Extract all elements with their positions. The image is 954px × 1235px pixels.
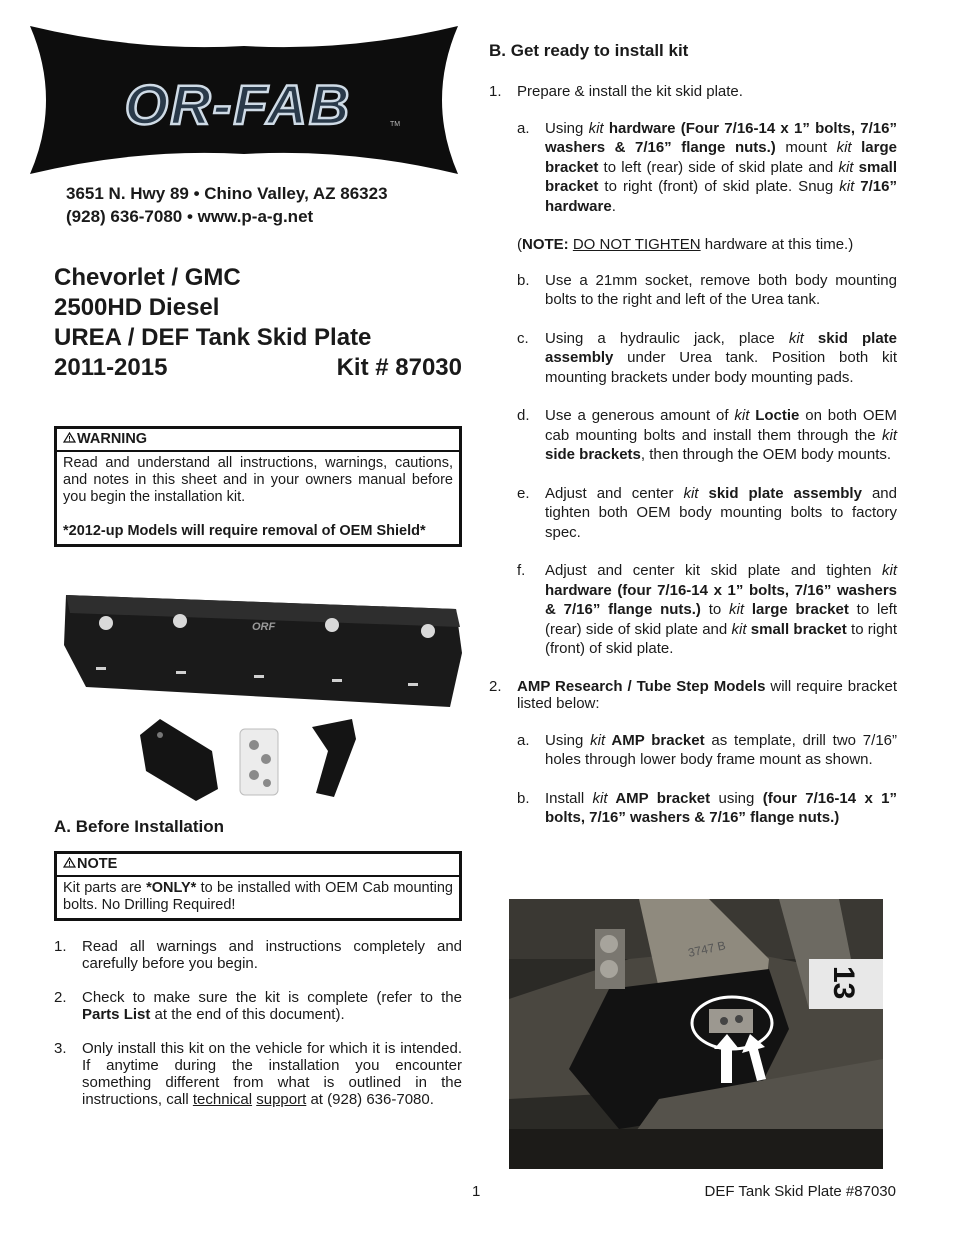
skid-plate-product-image xyxy=(56,583,466,813)
step-1a: a. Using kit hardware (Four 7/16-14 x 1” bolts, 7/16” washers & 7/16” flange nuts.) mount kit large bracket to left (rear) side of skid plate and kit small bracket to right (front) of skid plate. Snug kit 7/16” hardware. xyxy=(517,119,897,215)
parts-list-reference: Parts List xyxy=(82,1006,151,1023)
title-years: 2011-2015 xyxy=(54,354,168,381)
step-1e: e. Adjust and center kit skid plate assembly and tighten both OEM body mounting bolts to factory spec. xyxy=(517,484,897,541)
before-installation-list xyxy=(54,938,462,1125)
company-address xyxy=(66,182,388,228)
warning-heading: WARNING xyxy=(57,429,459,452)
warning-emphasis: *2012-up Models will require removal of OEM Shield* xyxy=(63,523,426,539)
title-line-1: Chevorlet / GMC xyxy=(54,264,241,291)
kit-number: Kit # 87030 xyxy=(336,354,462,381)
page-number: 1 xyxy=(472,1183,481,1200)
svg-text:ORF: ORF xyxy=(252,621,276,633)
step-1f: f. Adjust and center kit skid plate and tighten kit hardware (four 7/16-14 x 1” bolts, 7/16” washers & 7/16” flange nuts.) to kit large bracket to left (rear) side of skid plate and kit small bracket to right (front) of skid plate. xyxy=(517,562,897,657)
title-line-2: 2500HD Diesel xyxy=(54,294,220,321)
footer-doc-title: DEF Tank Skid Plate #87030 xyxy=(704,1183,896,1200)
svg-text:OR-FAB: OR-FAB xyxy=(124,73,352,136)
document-title xyxy=(54,263,462,383)
step-2b: b. Install kit AMP bracket using (four 7/16-14 x 1” bolts, 7/16” washers & 7/16” flange nuts.) xyxy=(517,789,897,826)
svg-text:3747 B: 3747 B xyxy=(686,938,727,960)
technical-link[interactable]: technical xyxy=(192,1091,253,1108)
title-line-3: UREA / DEF Tank Skid Plate xyxy=(54,324,372,351)
section-a-heading: A. Before Installation xyxy=(54,817,225,836)
step-2a: a. Using kit AMP bracket as template, drill two 7/16” holes through lower body frame mount as shown. xyxy=(517,731,897,768)
step-1-note: (NOTE: DO NOT TIGHTEN hardware at this time.) xyxy=(517,236,854,253)
note-box xyxy=(54,851,462,921)
list-item: 1. Read all warnings and instructions completely and carefully before you begin. xyxy=(54,938,462,972)
step-1: 1. Prepare & install the kit skid plate. xyxy=(489,83,743,100)
svg-text:TM: TM xyxy=(390,121,401,128)
install-steps xyxy=(489,82,897,828)
warning-triangle-icon xyxy=(63,431,76,448)
address-line-2: (928) 636-7080 • www.p-a-g.net xyxy=(66,207,314,226)
list-item: 3. Only install this kit on the vehicle for which it is intended. If anytime during the installation you encounter something different from what is outlined in the instructions, call technical support at (928) 636-7080. xyxy=(54,1040,462,1108)
note-heading: NOTE xyxy=(57,854,459,877)
warning-box xyxy=(54,426,462,547)
step-1c: c. Using a hydraulic jack, place kit skid plate assembly under Urea tank. Position both kit mounting brackets under body mounting pads. xyxy=(517,329,898,386)
list-item: 2. Check to make sure the kit is complete (refer to the Parts List at the end of this document). xyxy=(54,989,462,1023)
or-fab-logo xyxy=(28,24,460,176)
warning-body: Read and understand all instructions, warnings, cautions, and notes in this sheet and in your owners manual before you begin the installation kit. xyxy=(63,455,453,505)
svg-text:13: 13 xyxy=(827,966,860,1000)
step-1b: b. Use a 21mm socket, remove both body mounting bolts to the right and left of the Urea tank. xyxy=(517,271,897,308)
address-line-1: 3651 N. Hwy 89 • Chino Valley, AZ 86323 xyxy=(66,184,388,203)
step-1d: d. Use a generous amount of kit Loctie on both OEM cab mounting bolts and install them through the kit side brackets, then through the OEM body mounts. xyxy=(517,407,897,463)
amp-bracket-install-photo xyxy=(509,899,883,1169)
support-link[interactable]: support xyxy=(256,1091,307,1108)
warning-triangle-icon xyxy=(63,856,76,873)
section-b-heading: B. Get ready to install kit xyxy=(489,41,689,60)
step-2: 2. AMP Research / Tube Step Models will require bracket listed below: xyxy=(489,677,897,712)
note-body: Kit parts are *ONLY* to be installed with OEM Cab mounting bolts. No Drilling Required! xyxy=(63,880,453,913)
